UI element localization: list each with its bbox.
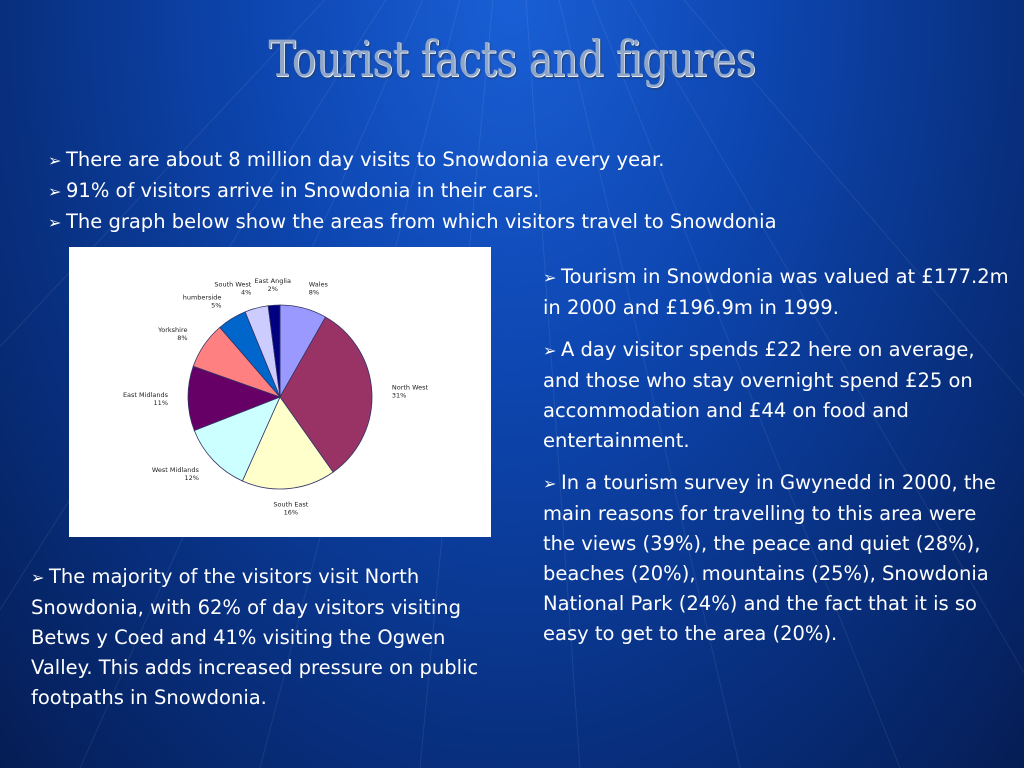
pie-value-label: 31%	[391, 391, 407, 400]
arrow-bullet-icon: ➢	[543, 474, 557, 493]
arrow-bullet-icon: ➢	[543, 268, 557, 287]
left-bullet-list	[31, 562, 501, 713]
bullet-item: ➢ In a tourism survey in Gwynedd in 2000, the main reasons for travelling to this area were the views (39%), the peace and quiet (28%), beaches (20%), mountains (25%), Snowdonia National Park (24%) and the fact that it is so easy to get to the area (20%).	[543, 471, 996, 645]
pie-value-label: 5%	[211, 301, 222, 310]
bullet-item: ➢ Tourism in Snowdonia was valued at £177.2m in 2000 and £196.9m in 1999.	[543, 265, 1009, 319]
top-bullet-list	[48, 145, 988, 238]
bullet-item: ➢ 91% of visitors arrive in Snowdonia in their cars.	[48, 176, 988, 207]
pie-value-label: 2%	[267, 285, 278, 294]
pie-label: Yorkshire	[158, 325, 188, 334]
bullet-item: ➢ The graph below show the areas from which visitors travel to Snowdonia	[48, 207, 988, 238]
pie-label: North West	[391, 383, 429, 392]
arrow-bullet-icon: ➢	[48, 182, 62, 201]
pie-value-label: 16%	[283, 508, 299, 517]
pie-chart-panel	[69, 247, 491, 537]
arrow-bullet-icon: ➢	[543, 341, 557, 360]
pie-label: South East	[273, 500, 309, 509]
pie-value-label: 8%	[177, 333, 188, 342]
pie-label: South West	[214, 280, 252, 289]
pie-label: West Midlands	[151, 466, 199, 475]
bullet-item: ➢ The majority of the visitors visit North Snowdonia, with 62% of day visitors visiting Betws y Coed and 41% visiting the Ogwen Valley. This adds increased pressure on public footpaths in Snowdonia.	[31, 565, 479, 709]
bullet-item: ➢ A day visitor spends £22 here on average, and those who stay overnight spend £25 on accommodation and £44 on food and entertainment.	[543, 338, 975, 452]
pie-label: humberside	[182, 293, 222, 302]
arrow-bullet-icon: ➢	[31, 568, 45, 587]
pie-value-label: 12%	[184, 474, 199, 483]
pie-label: East Midlands	[122, 390, 169, 399]
pie-value-label: 8%	[308, 288, 320, 297]
pie-label: Wales	[308, 280, 328, 289]
right-bullet-list	[543, 262, 1013, 661]
pie-chart	[69, 247, 491, 537]
pie-value-label: 4%	[240, 288, 252, 297]
arrow-bullet-icon: ➢	[48, 213, 62, 232]
pie-value-label: 11%	[153, 398, 169, 407]
pie-label: East Anglia	[254, 277, 291, 286]
arrow-bullet-icon: ➢	[48, 151, 62, 170]
page-title: Tourist facts and figures	[268, 30, 756, 88]
bullet-item: ➢ There are about 8 million day visits to Snowdonia every year.	[48, 145, 988, 176]
